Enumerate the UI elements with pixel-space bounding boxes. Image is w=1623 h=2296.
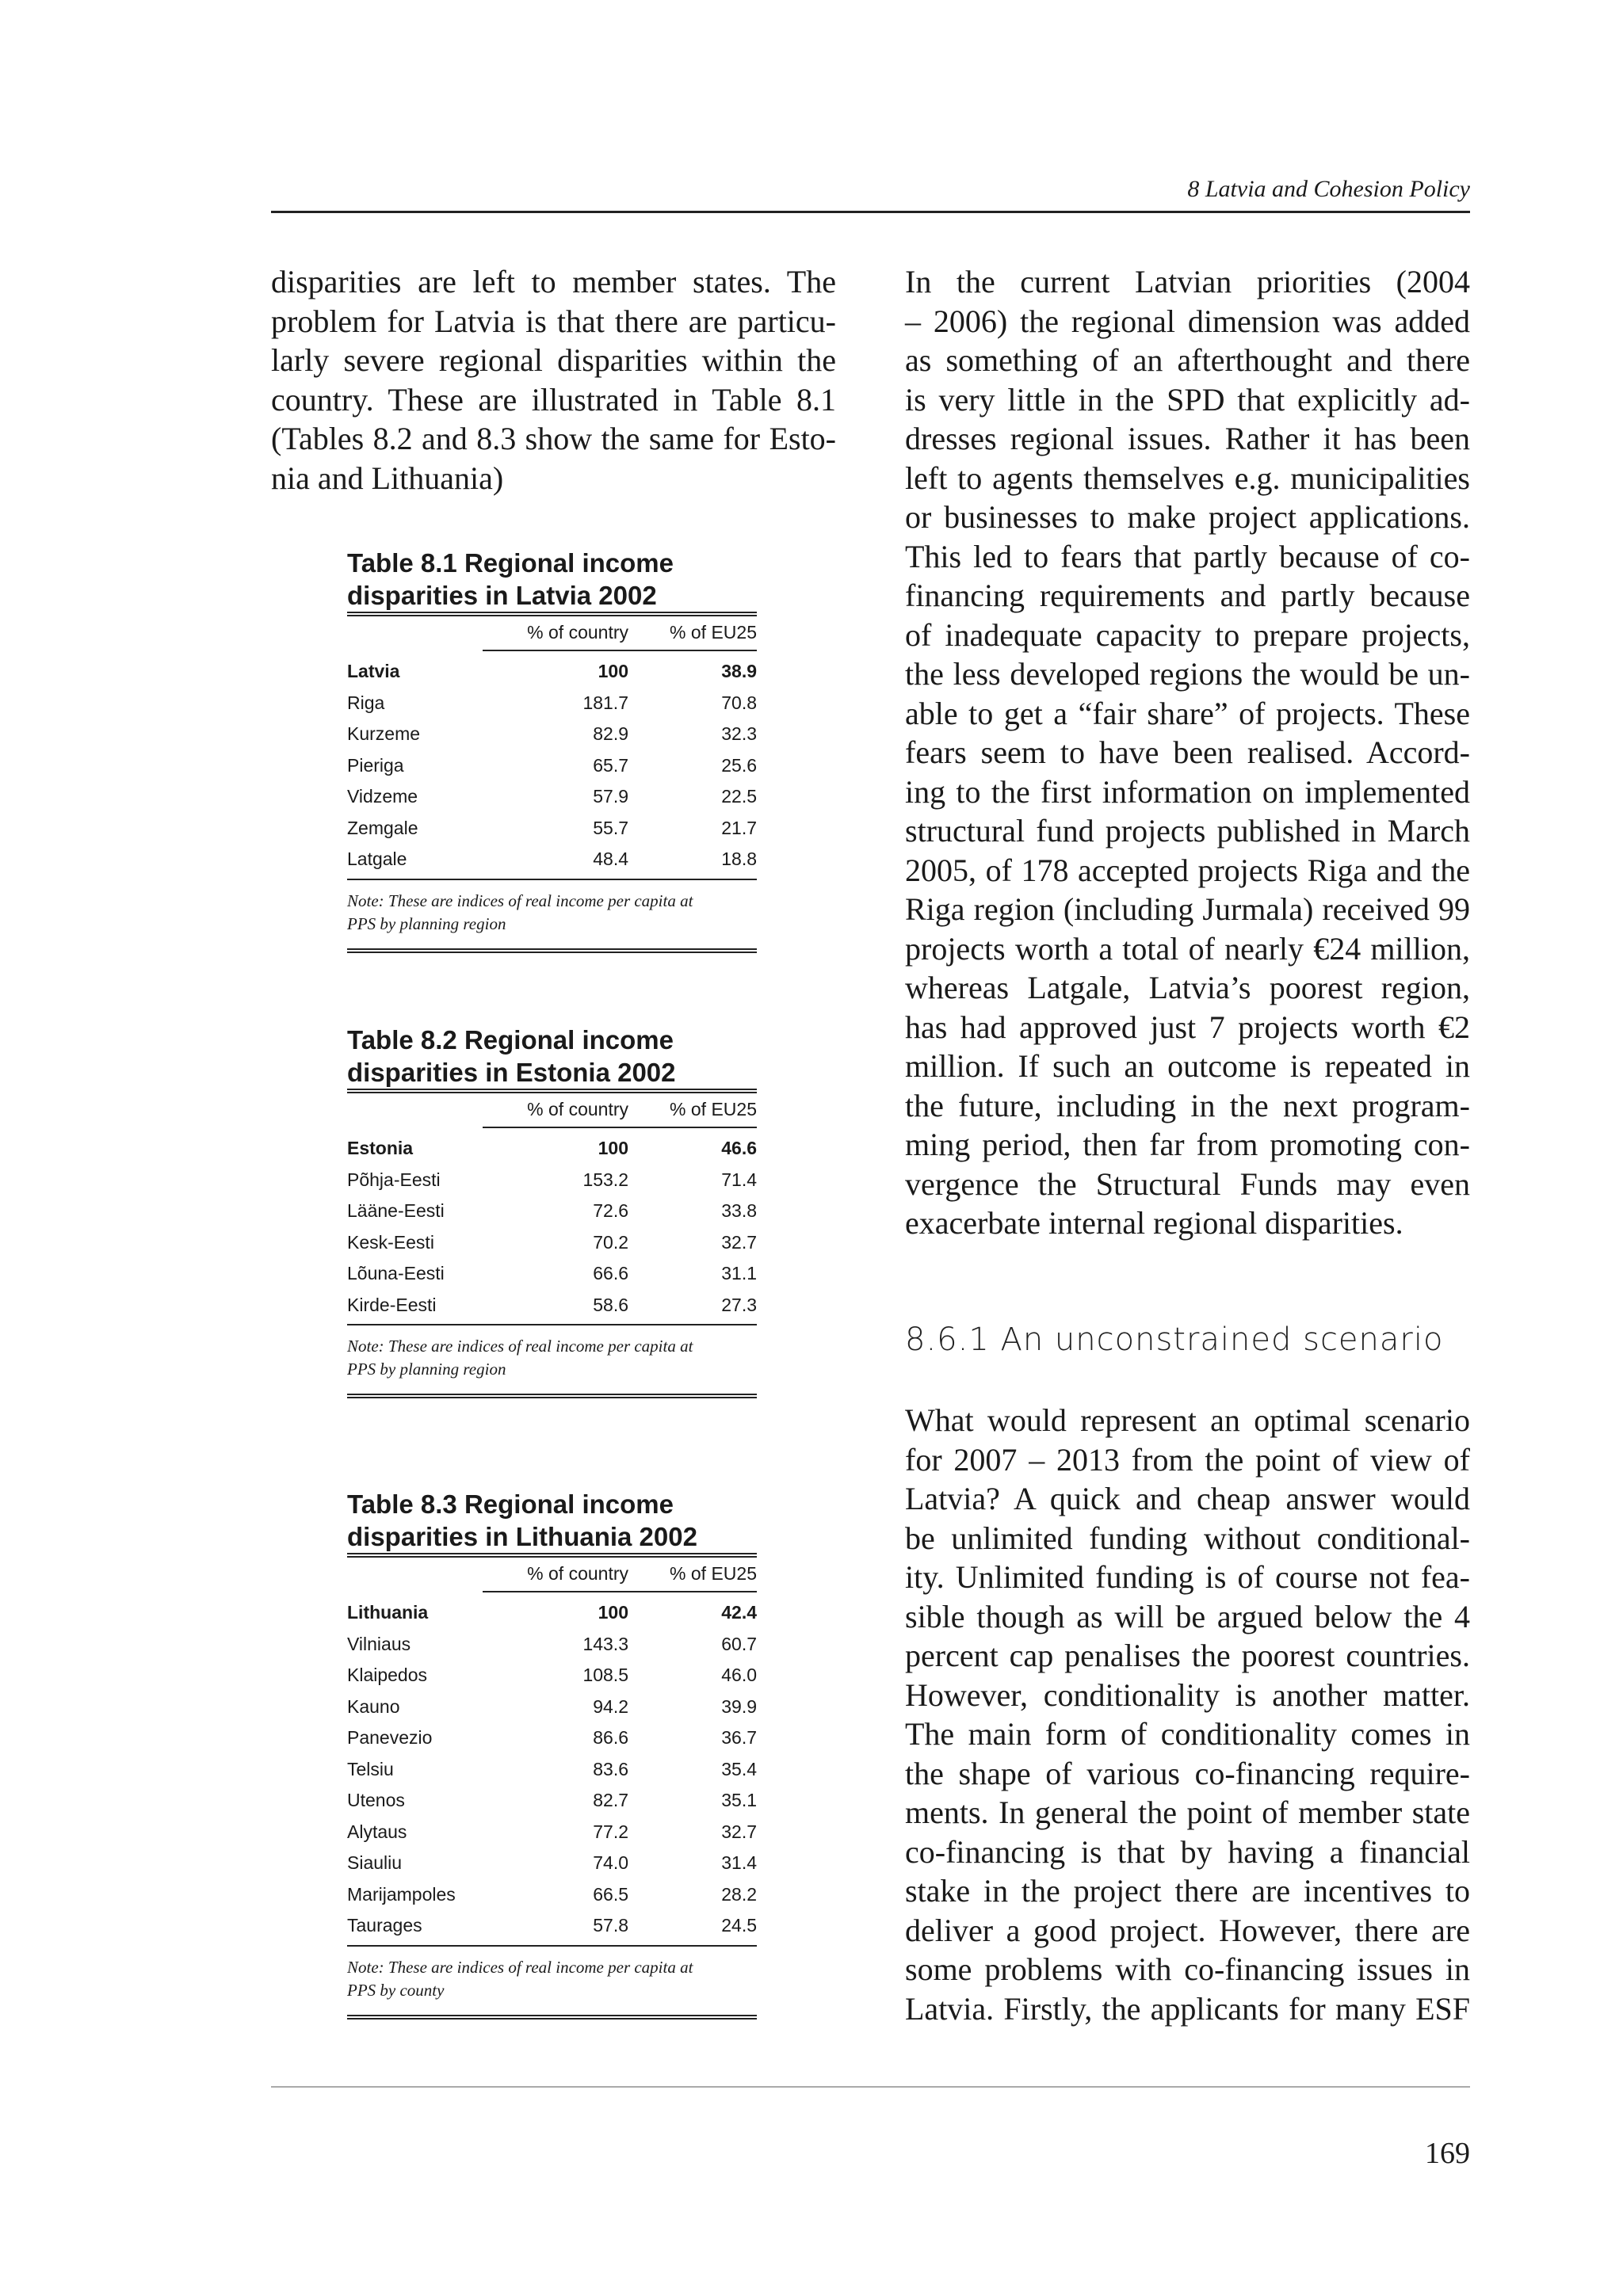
table-cell: 65.7 <box>593 754 628 776</box>
table-cell: 71.4 <box>721 1169 757 1190</box>
region-name: Kurzeme <box>347 723 421 745</box>
table-cell: 86.6 <box>593 1727 628 1749</box>
table-row <box>347 750 757 782</box>
table-title-line: Table 8.2 Regional income <box>347 1025 674 1055</box>
left-paragraph <box>271 262 836 498</box>
text-line: as something of an afterthought and there <box>905 342 1470 378</box>
table-cell: 77.2 <box>593 1821 628 1842</box>
text-line: or businesses to make project applications. <box>905 499 1470 535</box>
text-line: However, conditionality is another matter. <box>905 1676 1470 1713</box>
column-header: % of country <box>527 1562 628 1584</box>
note-line: Note: These are indices of real income per capita at <box>347 891 693 910</box>
table-title <box>347 547 757 616</box>
table-row <box>347 1817 757 1848</box>
table-cell: 36.7 <box>721 1727 757 1749</box>
region-name: Kirde-Eesti <box>347 1294 437 1315</box>
table-cell: 100 <box>598 1602 628 1623</box>
table-title-line: disparities in Lithuania 2002 <box>347 1522 697 1551</box>
table-column-headers <box>347 1558 757 1589</box>
table-cell: 32.7 <box>721 1821 757 1842</box>
table-cell: 21.7 <box>721 817 757 838</box>
table-cell: 100 <box>598 661 628 682</box>
text-line: million. If such an outcome is repeated in <box>905 1048 1470 1084</box>
table-title-line: disparities in Estonia 2002 <box>347 1058 676 1087</box>
text-line: the shape of various co-financing require- <box>905 1755 1470 1791</box>
table-row <box>347 781 757 813</box>
table-row <box>347 1165 757 1196</box>
table-cell: 46.6 <box>721 1138 757 1159</box>
table-body <box>347 1128 757 1325</box>
table-cell: 82.7 <box>593 1790 628 1811</box>
right-paragraph-2 <box>905 1401 1470 2028</box>
text-line: disparities are left to member states. The <box>271 264 836 299</box>
table-column-headers <box>347 1093 757 1125</box>
table-row <box>347 1629 757 1661</box>
text-line: some problems with co-financing issues in <box>905 1951 1470 1987</box>
table-title <box>347 1024 757 1093</box>
text-line: able to get a “fair share” of projects. These <box>905 695 1470 731</box>
region-name: Alytaus <box>347 1821 407 1842</box>
table-title-line: Table 8.1 Regional income <box>347 548 674 578</box>
text-line: fears seem to have been realised. Accord- <box>905 734 1470 770</box>
right-paragraph-1 <box>905 262 1470 1243</box>
text-line: Latvia? A quick and cheap answer would <box>905 1481 1470 1516</box>
table-cell: 108.5 <box>582 1665 628 1686</box>
note-line: PPS by county <box>347 1980 445 2000</box>
table-8-2 <box>347 1024 757 1398</box>
table-cell: 32.3 <box>721 723 757 745</box>
table-row <box>347 1597 757 1629</box>
region-name: Pieriga <box>347 754 404 776</box>
table-end-rule <box>347 2015 757 2019</box>
region-name: Kauno <box>347 1695 400 1717</box>
text-line: This led to fears that partly because of co- <box>905 538 1470 574</box>
text-line: vergence the Structural Funds may even <box>905 1165 1470 1202</box>
table-title-line: disparities in Latvia 2002 <box>347 581 657 610</box>
region-name: Telsiu <box>347 1758 394 1779</box>
table-cell: 25.6 <box>721 754 757 776</box>
region-name: Kesk-Eesti <box>347 1231 434 1253</box>
table-title-line: Table 8.3 Regional income <box>347 1489 674 1519</box>
table-cell: 74.0 <box>593 1852 628 1874</box>
text-line: ity. Unlimited funding is of course not fea- <box>905 1559 1470 1595</box>
column-header: % of EU25 <box>670 1098 757 1119</box>
table-row <box>347 719 757 750</box>
table-row <box>347 1754 757 1786</box>
table-cell: 46.0 <box>721 1665 757 1686</box>
text-line: exacerbate internal regional disparities. <box>905 1205 1403 1241</box>
footer-rule <box>271 2086 1470 2088</box>
table-cell: 143.3 <box>582 1633 628 1654</box>
table-cell: 32.7 <box>721 1231 757 1253</box>
text-line: percent cap penalises the poorest countries. <box>905 1638 1470 1673</box>
table-cell: 181.7 <box>582 692 628 713</box>
table-cell: 39.9 <box>721 1695 757 1717</box>
table-cell: 18.8 <box>721 849 757 870</box>
table-row <box>347 688 757 719</box>
table-cell: 66.5 <box>593 1883 628 1905</box>
region-name: Klaipedos <box>347 1665 428 1686</box>
region-name: Põhja-Eesti <box>347 1169 441 1190</box>
table-cell: 58.6 <box>593 1294 628 1315</box>
table-8-3 <box>347 1488 757 2019</box>
table-end-rule <box>347 1394 757 1398</box>
table-body <box>347 651 757 880</box>
table-cell: 35.4 <box>721 1758 757 1779</box>
text-line: sible though as will be argued below the 4 <box>905 1598 1470 1634</box>
text-line: stake in the project there are incentives to <box>905 1873 1470 1909</box>
table-cell: 24.5 <box>721 1915 757 1936</box>
column-header: % of EU25 <box>670 621 757 643</box>
region-name: Utenos <box>347 1790 405 1811</box>
table-cell: 31.1 <box>721 1263 757 1284</box>
table-cell: 22.5 <box>721 786 757 807</box>
region-name: Vidzeme <box>347 786 418 807</box>
table-cell: 83.6 <box>593 1758 628 1779</box>
table-cell: 100 <box>598 1138 628 1159</box>
table-row <box>347 1196 757 1227</box>
region-name: Lääne-Eesti <box>347 1200 445 1222</box>
text-line: be unlimited funding without conditional- <box>905 1520 1470 1556</box>
table-note <box>347 890 757 936</box>
table-note <box>347 1956 757 2002</box>
table-cell: 60.7 <box>721 1633 757 1654</box>
table-title <box>347 1488 757 1558</box>
table-cell: 38.9 <box>721 661 757 682</box>
table-row <box>347 844 757 875</box>
table-cell: 33.8 <box>721 1200 757 1222</box>
table-cell: 153.2 <box>582 1169 628 1190</box>
region-name: Taurages <box>347 1915 422 1936</box>
table-row <box>347 1848 757 1879</box>
table-cell: 48.4 <box>593 849 628 870</box>
text-line: left to agents themselves e.g. municipalities <box>905 460 1470 496</box>
region-name: Latvia <box>347 661 400 682</box>
text-line: financing requirements and partly because <box>905 578 1470 613</box>
text-line: (Tables 8.2 and 8.3 show the same for Esto- <box>271 421 836 456</box>
text-line: Riga region (including Jurmala) received 99 <box>905 891 1470 927</box>
text-line: for 2007 – 2013 from the point of view of <box>905 1441 1470 1478</box>
note-line: PPS by planning region <box>347 1360 506 1379</box>
table-row <box>347 656 757 688</box>
region-name: Zemgale <box>347 817 418 838</box>
table-row <box>347 1879 757 1911</box>
region-name: Marijampoles <box>347 1883 456 1905</box>
note-line: Note: These are indices of real income per capita at <box>347 1337 693 1356</box>
table-8-1 <box>347 547 757 953</box>
text-line: co-financing is that by having a financial <box>905 1833 1470 1870</box>
table-cell: 82.9 <box>593 723 628 745</box>
text-line: structural fund projects published in March <box>905 813 1470 849</box>
text-line: Latvia. Firstly, the applicants for many ESF <box>905 1990 1470 2027</box>
page-number: 169 <box>1425 2137 1470 2170</box>
region-name: Siauliu <box>347 1852 403 1874</box>
table-cell: 57.9 <box>593 786 628 807</box>
text-line: country. These are illustrated in Table 8.1 <box>271 381 836 418</box>
text-line: larly severe regional disparities within the <box>271 342 836 378</box>
text-line: In the current Latvian priorities (2004 <box>905 264 1470 299</box>
text-line: projects worth a total of nearly €24 million, <box>905 930 1470 967</box>
table-cell: 94.2 <box>593 1695 628 1717</box>
table-note <box>347 1335 757 1381</box>
table-cell: 28.2 <box>721 1883 757 1905</box>
table-cell: 57.8 <box>593 1915 628 1936</box>
table-cell: 70.8 <box>721 692 757 713</box>
text-line: The main form of conditionality comes in <box>905 1716 1470 1752</box>
region-name: Riga <box>347 692 385 713</box>
table-cell: 31.4 <box>721 1852 757 1874</box>
table-cell: 70.2 <box>593 1231 628 1253</box>
table-cell: 42.4 <box>721 1602 757 1623</box>
note-line: PPS by planning region <box>347 913 506 933</box>
text-line: the less developed regions the would be un- <box>905 656 1470 692</box>
region-name: Vilniaus <box>347 1633 411 1654</box>
text-line: – 2006) the regional dimension was added <box>905 303 1470 339</box>
running-header: 8 Latvia and Cohesion Policy <box>1187 176 1470 202</box>
table-cell: 66.6 <box>593 1263 628 1284</box>
table-cell: 27.3 <box>721 1294 757 1315</box>
text-line: problem for Latvia is that there are particu- <box>271 303 836 339</box>
text-line: is very little in the SPD that explicitly ad- <box>905 381 1470 418</box>
section-heading: 8.6.1 An unconstrained scenario <box>905 1322 1444 1358</box>
table-row <box>347 1227 757 1259</box>
table-row <box>347 813 757 845</box>
text-line: the future, including in the next program- <box>905 1087 1470 1123</box>
table-cell: 55.7 <box>593 817 628 838</box>
table-row <box>347 1258 757 1290</box>
column-header: % of EU25 <box>670 1562 757 1584</box>
header-rule <box>271 211 1470 213</box>
table-body <box>347 1592 757 1947</box>
region-name: Panevezio <box>347 1727 433 1749</box>
table-row <box>347 1660 757 1691</box>
table-column-headers <box>347 616 757 648</box>
region-name: Lõuna-Eesti <box>347 1263 445 1284</box>
region-name: Lithuania <box>347 1602 429 1623</box>
column-header: % of country <box>527 621 628 643</box>
text-line: 2005, of 178 accepted projects Riga and the <box>905 852 1470 888</box>
text-line: ing to the first information on implemented <box>905 773 1470 810</box>
table-row <box>347 1785 757 1817</box>
text-line: dresses regional issues. Rather it has been <box>905 421 1470 456</box>
text-line: nia and Lithuania) <box>271 460 504 496</box>
text-line: ments. In general the point of member state <box>905 1794 1470 1830</box>
text-line: whereas Latgale, Latvia’s poorest region, <box>905 970 1470 1005</box>
table-end-rule <box>347 948 757 953</box>
note-line: Note: These are indices of real income per capita at <box>347 1957 693 1977</box>
text-line: of inadequate capacity to prepare projects, <box>905 616 1470 653</box>
table-row <box>347 1910 757 1942</box>
table-row <box>347 1133 757 1165</box>
text-line: has had approved just 7 projects worth €2 <box>905 1009 1470 1045</box>
text-line: What would represent an optimal scenario <box>905 1402 1470 1438</box>
table-cell: 35.1 <box>721 1790 757 1811</box>
table-row <box>347 1722 757 1754</box>
table-row <box>347 1290 757 1322</box>
column-header: % of country <box>527 1098 628 1119</box>
text-line: deliver a good project. However, there are <box>905 1912 1470 1948</box>
region-name: Estonia <box>347 1138 414 1159</box>
region-name: Latgale <box>347 849 407 870</box>
text-line: ming period, then far from promoting con- <box>905 1127 1470 1162</box>
table-cell: 72.6 <box>593 1200 628 1222</box>
table-row <box>347 1691 757 1723</box>
